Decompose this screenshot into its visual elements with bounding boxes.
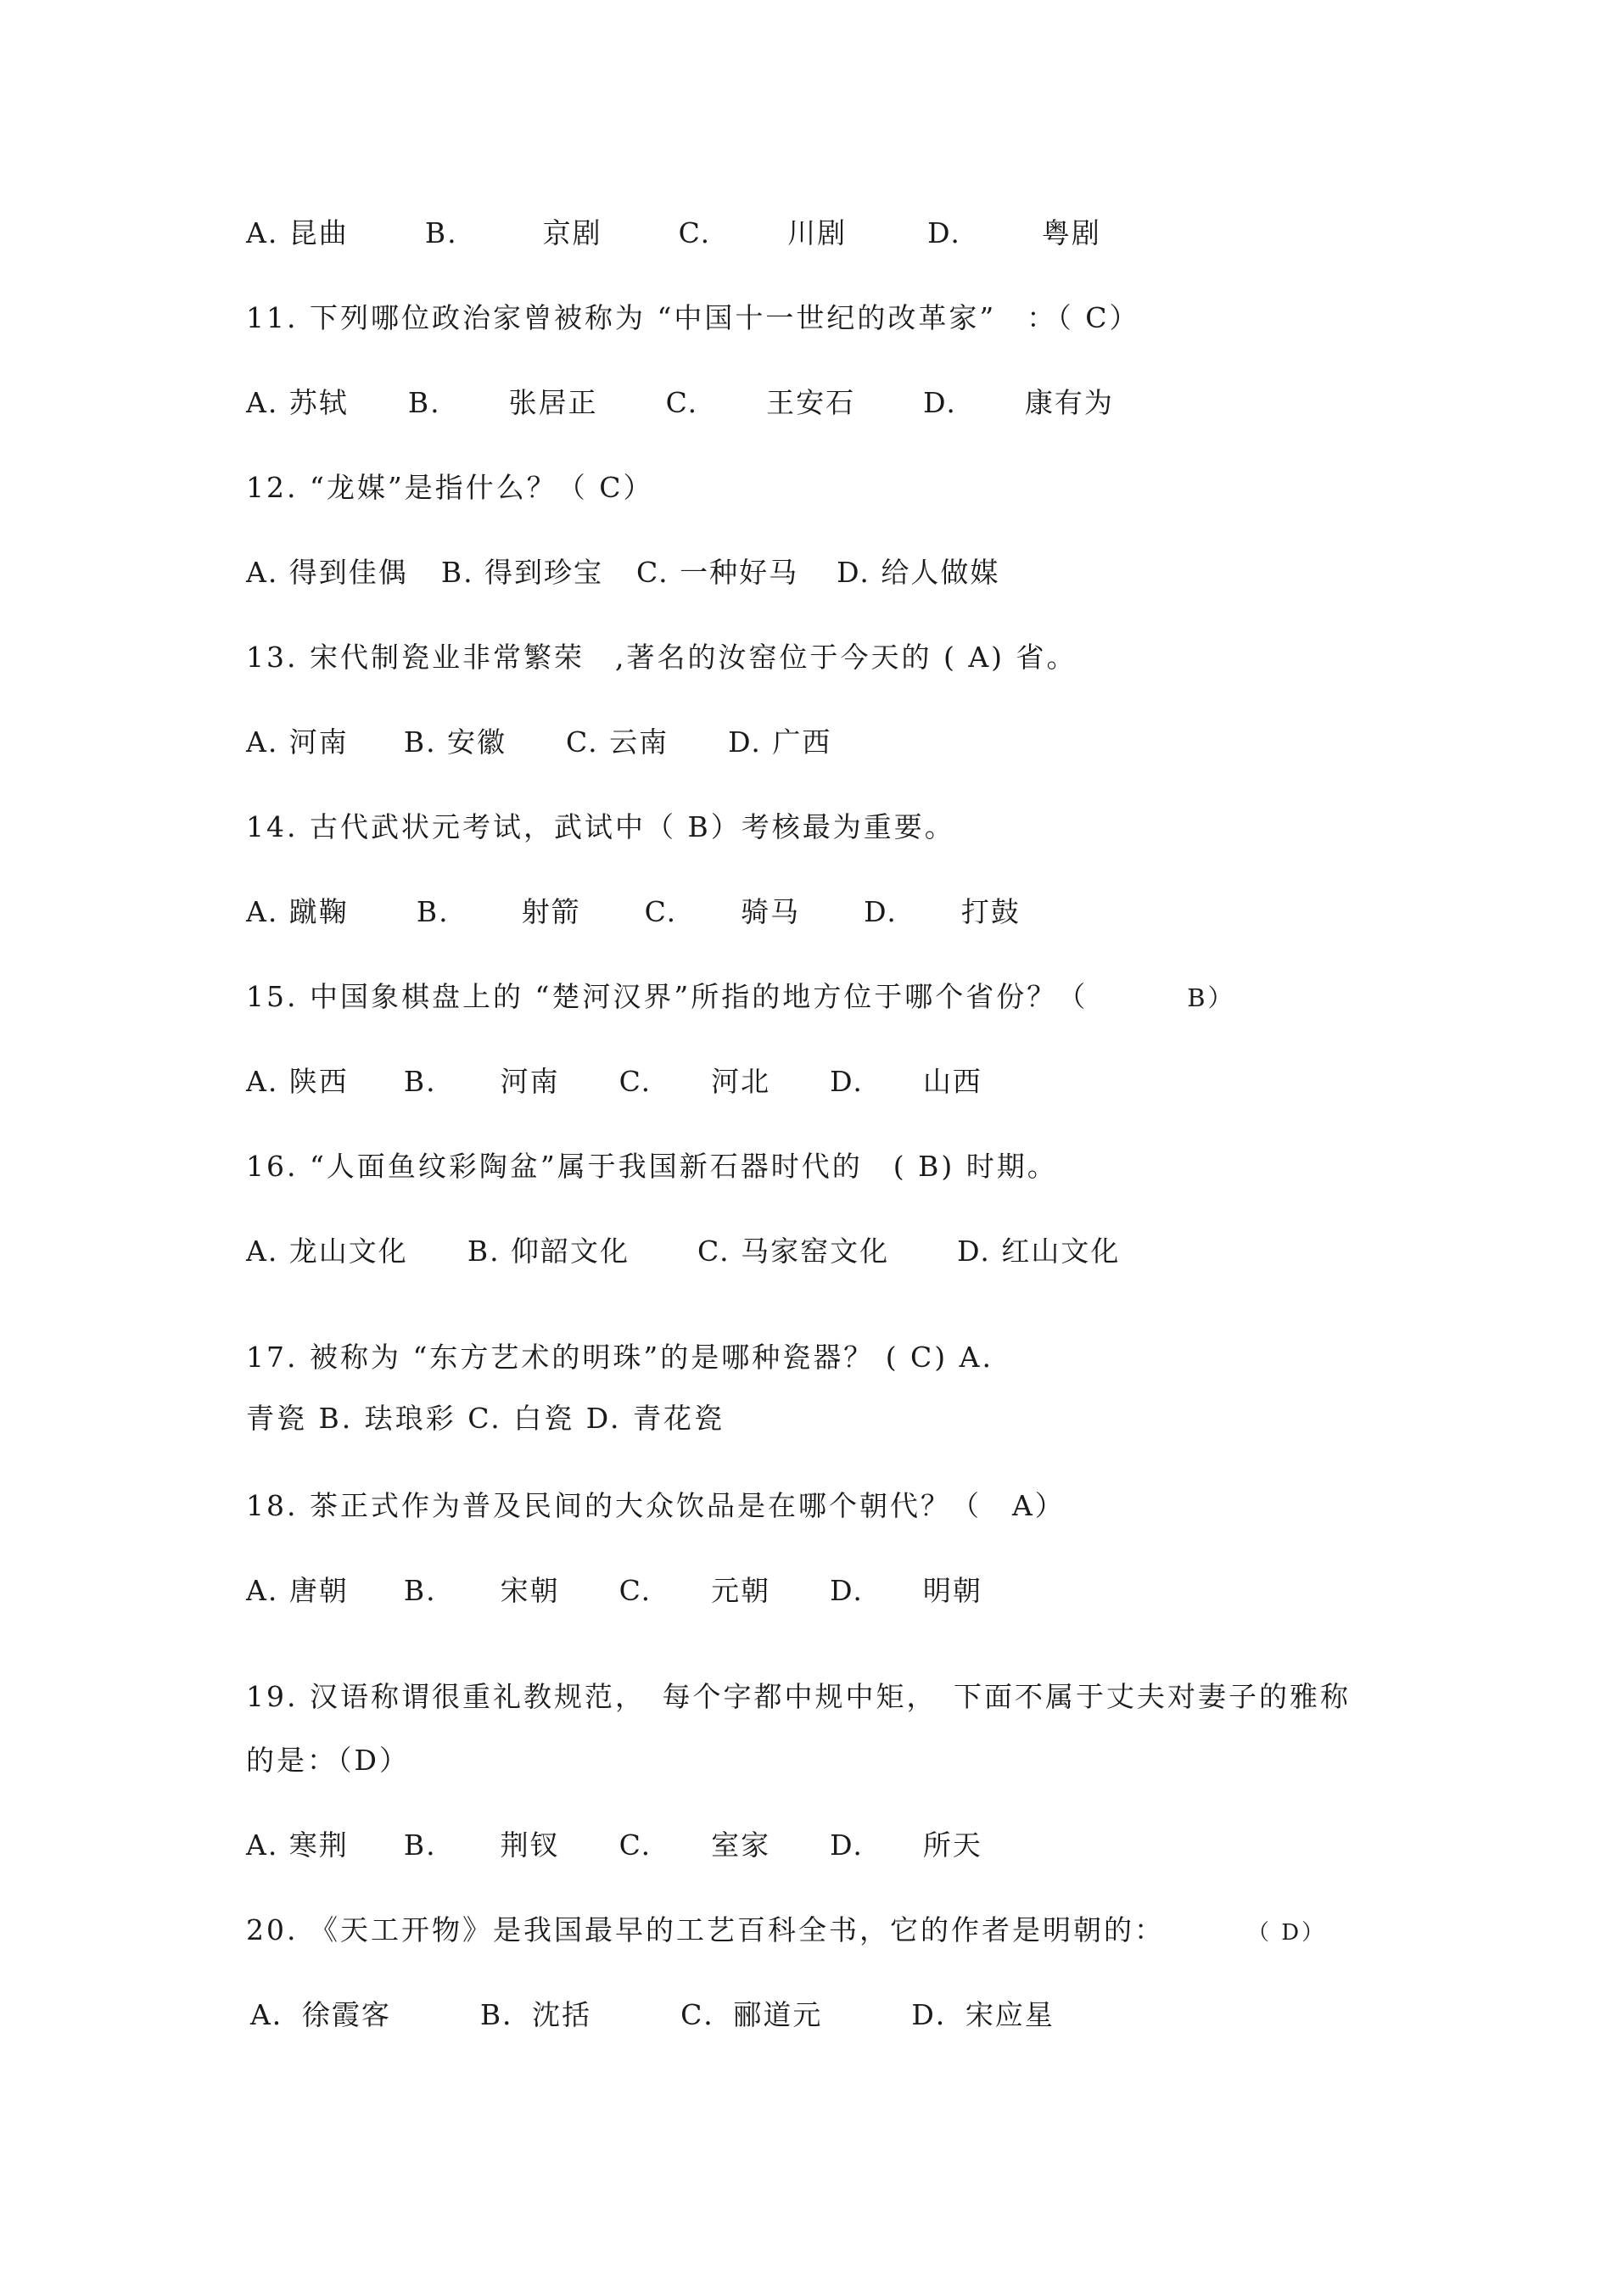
option-a: A. 昆曲 <box>246 216 349 249</box>
option-b-text: 射箭 <box>521 895 581 928</box>
option-c-text: 元朝 <box>711 1574 771 1607</box>
option-b-letter: B. <box>403 1828 437 1862</box>
question-12 <box>246 471 653 505</box>
option-c: C. 云南 <box>566 725 669 759</box>
option-c-letter: C. <box>618 1065 652 1098</box>
option-c: C. 一种好马 <box>636 556 799 589</box>
question-text: 19. 汉语称谓很重礼教规范， 每个字都中规中矩， 下面不属于丈夫对妻子的雅称 <box>246 1680 1351 1713</box>
question-text: 13. 宋代制瓷业非常繁荣 ,著名的汝窑位于今天的 ( A) 省。 <box>246 641 1077 674</box>
option-a: A. 寒荆 <box>246 1828 349 1862</box>
option-c-letter: C. <box>678 216 712 249</box>
option-c-letter: C. <box>618 1574 652 1607</box>
option-d-text: 所天 <box>922 1828 982 1862</box>
option-b-text: 京剧 <box>542 216 602 249</box>
question-17 <box>246 1341 993 1375</box>
option-c: C. 马家窑文化 <box>697 1235 890 1268</box>
option-d-letter: D. <box>923 386 957 419</box>
option-d-text: 打鼓 <box>960 895 1021 928</box>
question-text: 11. 下列哪位政治家曾被称为 “中国十一世纪的改革家” ：（ C） <box>246 301 1140 334</box>
option-b-letter: B. <box>403 1065 437 1098</box>
options-q14 <box>246 895 1021 929</box>
question-text: 20. 《天工开物》是我国最早的工艺百科全书，它的作者是明朝的： <box>246 1913 1165 1946</box>
option-d-text: 明朝 <box>922 1574 982 1607</box>
option-a: A. 河南 <box>246 725 349 759</box>
question-13 <box>246 641 1077 675</box>
option-c-letter: C. <box>618 1828 652 1862</box>
option-d: D．宋应星 <box>911 1998 1055 2031</box>
option-c-text: 室家 <box>711 1828 771 1862</box>
question-text: 16. “人面鱼纹彩陶盆”属于我国新石器时代的 ( B) 时期。 <box>246 1150 1058 1183</box>
answer-text: （ D） <box>1246 1920 1327 1946</box>
question-text: 18. 茶正式作为普及民间的大众饮品是在哪个朝代？（ A） <box>246 1489 1066 1522</box>
question-15 <box>246 980 1235 1015</box>
option-a: A. 龙山文化 <box>246 1235 408 1268</box>
option-a: A. 唐朝 <box>246 1574 349 1607</box>
option-d-text: 山西 <box>922 1065 982 1098</box>
question-16 <box>246 1150 1058 1184</box>
option-b-text: 荆钗 <box>500 1828 560 1862</box>
option-d: D. 红山文化 <box>957 1235 1121 1268</box>
question-text: 青瓷 B. 珐琅彩 C. 白瓷 D. 青花瓷 <box>246 1402 725 1435</box>
question-11 <box>246 301 1139 335</box>
question-20 <box>246 1913 1326 1950</box>
question-19 <box>246 1680 1351 1714</box>
question-18 <box>246 1489 1066 1523</box>
option-b-letter: B. <box>424 216 458 249</box>
question-text: 14. 古代武状元考试，武试中（ B）考核最为重要。 <box>246 810 955 843</box>
options-q18 <box>246 1574 982 1608</box>
option-c-letter: C. <box>644 895 678 928</box>
option-d-letter: D. <box>830 1574 864 1607</box>
option-c: C．郦道元 <box>680 1998 823 2031</box>
options-q11 <box>246 386 1114 420</box>
option-b-text: 河南 <box>500 1065 560 1098</box>
option-d-letter: D. <box>830 1065 864 1098</box>
options-q10 <box>246 216 1101 250</box>
option-a: A. 苏轼 <box>246 386 349 419</box>
question-text: 15. 中国象棋盘上的 “楚河汉界”所指的地方位于哪个省份？（ <box>246 980 1089 1013</box>
option-a: A. 蹴鞠 <box>246 895 349 928</box>
option-d-text: 粤剧 <box>1041 216 1101 249</box>
options-q12 <box>246 556 999 590</box>
options-q19 <box>246 1828 982 1862</box>
option-b-letter: B. <box>403 1574 437 1607</box>
options-q13 <box>246 725 831 759</box>
option-d-letter: D. <box>830 1828 864 1862</box>
option-c-text: 河北 <box>711 1065 771 1098</box>
option-b-text: 宋朝 <box>500 1574 560 1607</box>
question-19-continued <box>246 1744 410 1778</box>
option-c-text: 川剧 <box>787 216 848 249</box>
option-c-text: 骑马 <box>741 895 801 928</box>
answer-text: B） <box>1187 983 1235 1012</box>
question-14 <box>246 810 955 844</box>
option-d-letter: D. <box>927 216 961 249</box>
options-q15 <box>246 1065 982 1099</box>
option-b: B. 安徽 <box>403 725 507 759</box>
option-a: A. 得到佳偶 <box>246 556 408 589</box>
option-b: B. 得到珍宝 <box>440 556 604 589</box>
option-b-text: 张居正 <box>508 386 598 419</box>
option-a: A. 陕西 <box>246 1065 349 1098</box>
option-d: D. 给人做媒 <box>837 556 1000 589</box>
option-c-letter: C. <box>665 386 699 419</box>
option-b: B．沈括 <box>479 1998 592 2031</box>
option-c-text: 王安石 <box>766 386 856 419</box>
options-q20 <box>250 1998 1055 2032</box>
options-q16 <box>246 1235 1120 1268</box>
option-b: B. 仰韶文化 <box>467 1235 630 1268</box>
option-a: A．徐霞客 <box>250 1998 391 2031</box>
option-d-text: 康有为 <box>1024 386 1114 419</box>
option-b-letter: B. <box>416 895 450 928</box>
question-text: 的是：（D） <box>246 1744 410 1777</box>
question-text: 12. “龙媒”是指什么？（ C） <box>246 471 654 504</box>
question-17-continued <box>246 1402 725 1436</box>
option-d-letter: D. <box>864 895 898 928</box>
option-d: D. 广西 <box>728 725 832 759</box>
question-text: 17. 被称为 “东方艺术的明珠”的是哪种瓷器？ ( C) A. <box>246 1341 993 1374</box>
option-b-letter: B. <box>407 386 441 419</box>
